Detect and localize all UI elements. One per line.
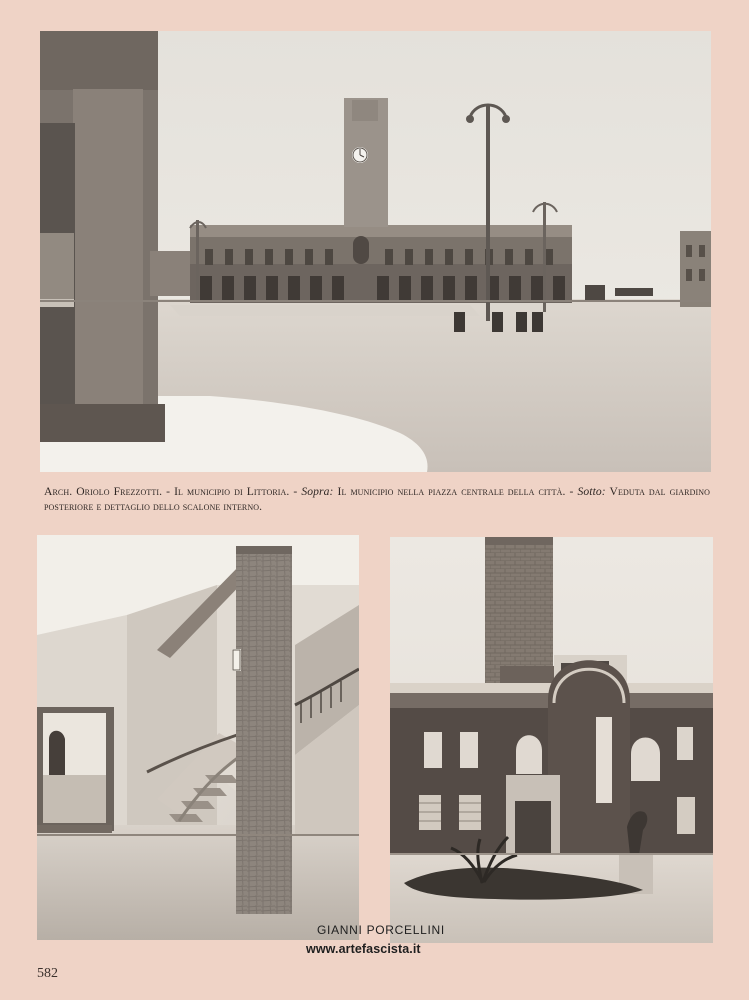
bottom-photo-description: Veduta dal giardino posteriore e dettaglio dello scalone interno. (44, 485, 710, 513)
architect-credit: Arch. Oriolo Frezzotti. (44, 485, 163, 498)
bottom-photo-label: Sotto: (577, 485, 606, 498)
page-number: 582 (37, 966, 58, 981)
photo-scalone-interno (37, 535, 359, 940)
photo-caption (44, 484, 710, 514)
caption-title: Il municipio di Littoria. (174, 485, 290, 498)
caption-separator-1: - (166, 485, 175, 498)
caption-separator-2: - (293, 485, 302, 498)
watermark-name: GIANNI PORCELLINI (317, 923, 445, 937)
municipio-piazza-illustration (40, 31, 711, 472)
top-photo-description: Il municipio nella piazza centrale della città. (337, 485, 566, 498)
scalone-interno-illustration (37, 535, 359, 940)
watermark-site: www.artefascista.it (306, 942, 421, 956)
veduta-giardino-illustration (390, 537, 713, 943)
top-photo-label: Sopra: (301, 485, 334, 498)
photo-municipio-piazza (40, 31, 711, 472)
caption-separator-3: - (569, 485, 578, 498)
photo-veduta-giardino (390, 537, 713, 943)
